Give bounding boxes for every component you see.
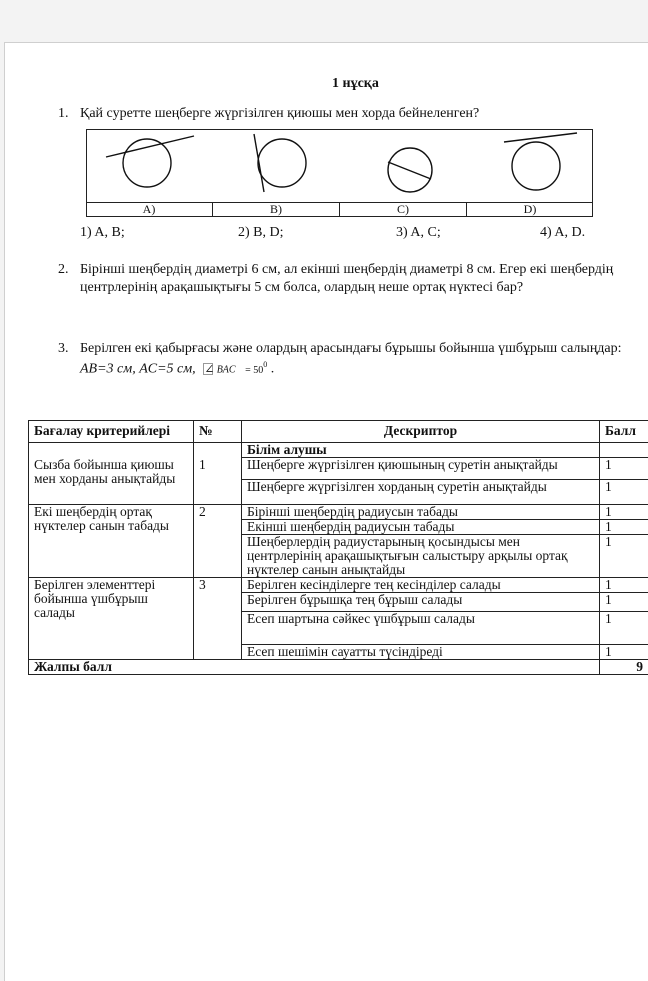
criteria-cell: Сызба бойынша қиюшы мен хорданы анықтайды [29, 458, 194, 505]
q1-option-2: 2) B, D; [238, 225, 284, 241]
figure-label-d: D) [467, 202, 593, 217]
q2-number: 2. [58, 262, 78, 278]
descriptor-cell: Есеп шешімін сауатты түсіндіреді [242, 645, 600, 660]
q3-given [80, 360, 274, 378]
subheader-row [29, 443, 648, 458]
table-row [29, 578, 648, 593]
descriptor-cell: Есеп шартына сәйкес үшбұрыш салады [242, 612, 600, 645]
criteria-num: 2 [194, 505, 242, 578]
total-label: Жалпы балл [29, 660, 600, 675]
q3-number: 3. [58, 341, 78, 357]
figure-c-chord [388, 148, 432, 192]
q3-angle-value: = 50 [245, 365, 263, 376]
total-row [29, 660, 648, 675]
header-descriptor: Дескриптор [242, 421, 600, 443]
criteria-num: 3 [194, 578, 242, 660]
figure-b-line [254, 134, 306, 192]
score-cell: 1 [600, 535, 648, 578]
figure-label-a: A) [86, 202, 212, 217]
figure-d-tangent [504, 133, 577, 190]
q3-line-1: Берілген екі қабырғасы және олардың арасындағы бұрышы бойынша үшбұрыш салыңдар: [80, 341, 622, 357]
q3-degree: 0 [263, 360, 267, 369]
q1-option-4: 4) A, D. [540, 225, 585, 241]
descriptor-cell: Берілген бұрышқа тең бұрыш салады [242, 593, 600, 612]
descriptor-cell: Шеңберге жүргізілген хорданың суретін анықтайды [242, 480, 600, 505]
table-header-row [29, 421, 648, 443]
q3-end: . [271, 362, 275, 377]
variant-title: 1 нұсқа [332, 76, 379, 92]
score-cell: 1 [600, 520, 648, 535]
descriptor-cell: Екінші шеңбердің радиусын табады [242, 520, 600, 535]
q2-line-2: центрлерінің арақашықтығы 5 см болса, олардың неше ортақ нүктесі бар? [80, 280, 523, 296]
header-num: № [194, 421, 242, 443]
q1-option-3: 3) A, C; [396, 225, 441, 241]
descriptor-cell: Берілген кесінділерге тең кесінділер салады [242, 578, 600, 593]
figure-label-b: B) [213, 202, 339, 217]
score-cell: 1 [600, 578, 648, 593]
q3-given-sides: AB=3 см, AC=5 см, [80, 362, 196, 377]
descriptor-cell: Бірінші шеңбердің радиусын табады [242, 505, 600, 520]
angle-icon: ∠ [203, 363, 213, 375]
q1-figure-table [86, 129, 593, 217]
criteria-table [28, 420, 648, 675]
descriptor-cell: Шеңберге жүргізілген қиюшының суретін анықтайды [242, 458, 600, 480]
header-criteria: Бағалау критерийлері [29, 421, 194, 443]
table-row [29, 458, 648, 480]
q3-angle-name: BAC [217, 365, 236, 376]
score-cell: 1 [600, 645, 648, 660]
figure-a-secant [106, 136, 194, 187]
total-score: 9 [600, 660, 648, 675]
subheader-student: Білім алушы [242, 443, 600, 458]
descriptor-cell: Шеңберлердің радиустарының қосындысы мен центрлерінің арақашықтығын салыстыру арқылы ортақ нүктелер санын анықтайды [242, 535, 600, 578]
figure-label-c: C) [340, 202, 466, 217]
q1-number: 1. [58, 106, 78, 122]
score-cell: 1 [600, 593, 648, 612]
q2-line-1: Бірінші шеңбердің диаметрі 6 см, ал екінші шеңбердің диаметрі 8 см. Егер екі шеңбердің [80, 262, 613, 278]
score-cell: 1 [600, 458, 648, 480]
q1-text: Қай суретте шеңберге жүргізілген қиюшы мен хорда бейнеленген? [80, 106, 479, 122]
criteria-cell: Берілген элементтері бойынша үшбұрыш салады [29, 578, 194, 660]
criteria-cell: Екі шеңбердің ортақ нүктелер санын табады [29, 505, 194, 578]
score-cell: 1 [600, 505, 648, 520]
score-cell: 1 [600, 612, 648, 645]
header-score: Балл [600, 421, 648, 443]
score-cell: 1 [600, 480, 648, 505]
q1-option-1: 1) A, B; [80, 225, 125, 241]
table-row [29, 505, 648, 520]
criteria-num: 1 [194, 458, 242, 505]
